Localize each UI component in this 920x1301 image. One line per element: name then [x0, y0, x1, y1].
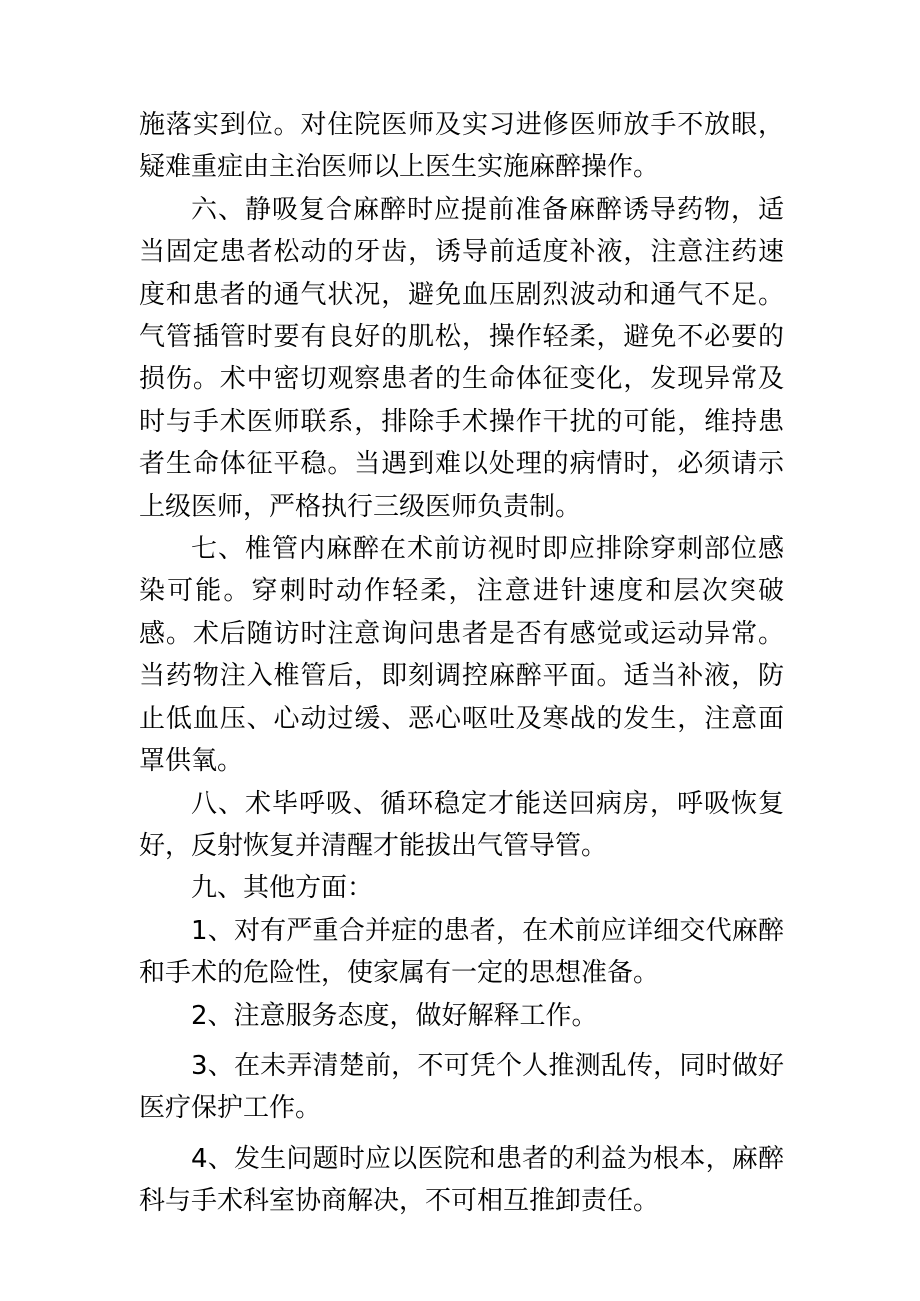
paragraph-continuation: 施落实到位。对住院医师及实习进修医师放手不放眼，疑难重症由主治医师以上医生实施麻醉操作。: [139, 110, 784, 183]
paragraph-item-nine: 九、其他方面：: [191, 873, 374, 904]
list-item-2: 2、注意服务态度，做好解释工作。: [191, 1000, 598, 1031]
document-body: [139, 104, 784, 1223]
list-item-4: 4、发生问题时应以医院和患者的利益为根本，麻醉科与手术科室协商解决，不可相互推卸责任。: [139, 1143, 784, 1217]
paragraph-item-seven: 七、椎管内麻醉在术前访视时即应排除穿刺部位感染可能。穿刺时动作轻柔，注意进针速度和层次突破感。术后随访时注意询问患者是否有感觉或运动异常。当药物注入椎管后，即刻调控麻醉平面。适当补液，防止低血压、心动过缓、恶心呕吐及寒战的发生，注意面罩供氧。: [139, 534, 784, 777]
paragraph-item-eight: 八、术毕呼吸、循环稳定才能送回病房，呼吸恢复好，反射恢复并清醒才能拔出气管导管。: [139, 788, 784, 861]
paragraph-item-six: 六、静吸复合麻醉时应提前准备麻醉诱导药物，适当固定患者松动的牙齿，诱导前适度补液，注意注药速度和患者的通气状况，避免血压剧烈波动和通气不足。气管插管时要有良好的肌松，操作轻柔，避免不必要的损伤。术中密切观察患者的生命体征变化，发现异常及时与手术医师联系，排除手术操作干扰的可能，维持患者生命体征平稳。当遇到难以处理的病情时，必须请示上级医师，严格执行三级医师负责制。: [139, 194, 784, 522]
list-item-3: 3、在未弄清楚前，不可凭个人推测乱传，同时做好医疗保护工作。: [139, 1050, 784, 1124]
list-item-1: 1、对有严重合并症的患者，在术前应详细交代麻醉和手术的危险性，使家属有一定的思想准备。: [139, 915, 784, 989]
